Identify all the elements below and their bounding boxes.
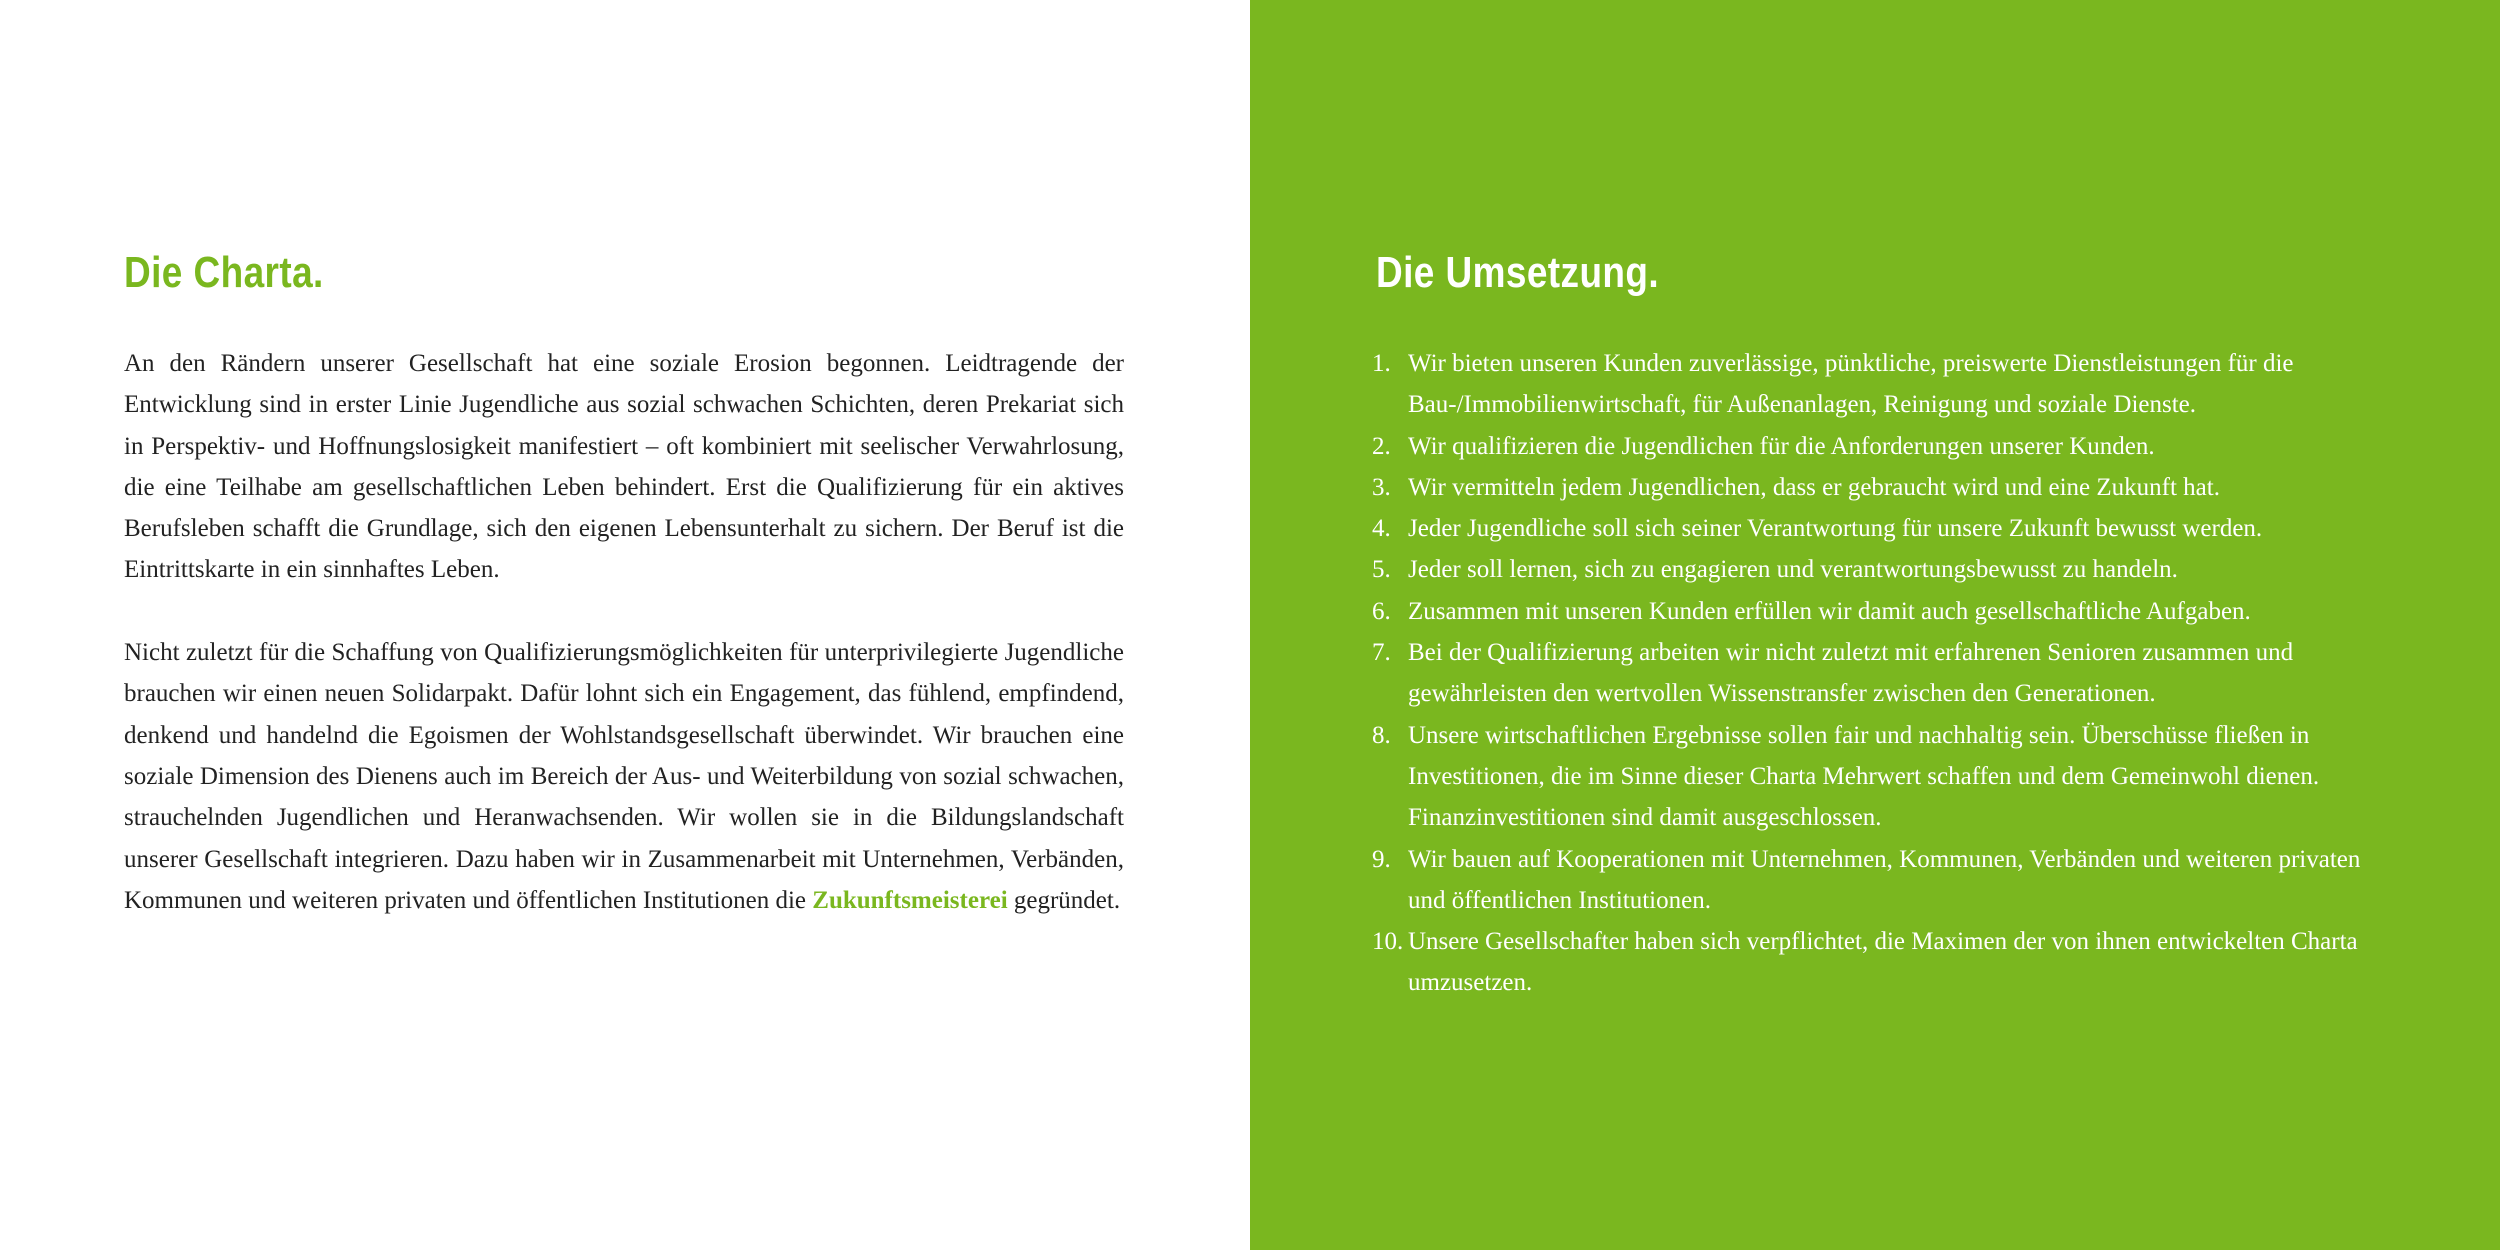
list-item-number: 8.: [1372, 721, 1391, 749]
umsetzung-list: [1372, 343, 2382, 1004]
list-item-number: 9.: [1372, 845, 1391, 873]
list-item: [1372, 715, 2382, 839]
list-item-number: 3.: [1372, 473, 1391, 501]
list-item-text: Unsere Gesellschafter haben sich verpflichtet, die Maximen der von ihnen entwickelten Charta umzusetzen.: [1408, 928, 2358, 997]
right-page: [1250, 0, 2500, 1250]
list-item-text: Zusammen mit unseren Kunden erfüllen wir damit auch gesellschaftliche Aufgaben.: [1408, 597, 2251, 625]
list-item-text: Wir qualifizieren die Jugendlichen für die Anforderungen unserer Kunden.: [1408, 432, 2155, 460]
list-item-number: 5.: [1372, 556, 1391, 584]
charta-body: [124, 343, 1124, 921]
charta-paragraph-2: [124, 632, 1124, 921]
zukunftsmeisterei-highlight: Zukunftsmeisterei: [812, 886, 1008, 914]
list-item: [1372, 426, 2382, 467]
list-item-number: 6.: [1372, 597, 1391, 625]
list-item: [1372, 591, 2382, 632]
list-item-number: 2.: [1372, 432, 1391, 460]
charta-heading: Die Charta.: [124, 248, 324, 297]
list-item: [1372, 467, 2382, 508]
list-item-text: Jeder Jugendliche soll sich seiner Verantwortung für unsere Zukunft bewusst werden.: [1408, 515, 2263, 543]
list-item: [1372, 839, 2382, 922]
list-item-text: Wir bauen auf Kooperationen mit Unternehmen, Kommunen, Verbänden und weiteren privaten und öffentlichen Institutionen.: [1408, 845, 2361, 914]
list-item-number: 1.: [1372, 350, 1391, 377]
list-item-number: 10.: [1372, 928, 1404, 956]
list-item-text: Bei der Qualifizierung arbeiten wir nicht zuletzt mit erfahrenen Senioren zusammen und gewährleisten den wertvollen Wissenstransfer zwischen den Generationen.: [1408, 639, 2294, 708]
charta-paragraph-2-end: gegründet.: [1013, 886, 1121, 914]
list-item: [1372, 632, 2382, 715]
list-item-number: 4.: [1372, 515, 1391, 543]
list-item-text: Wir vermitteln jedem Jugendlichen, dass er gebraucht wird und eine Zukunft hat.: [1408, 473, 2220, 501]
list-item-text: Wir bieten unseren Kunden zuverlässige, pünktliche, preiswerte Dienstleistungen für die Bau-/Immobilienwirtschaft, für Außenanlagen, Reinigung und soziale Dienste.: [1408, 350, 2294, 419]
list-item-text: Jeder soll lernen, sich zu engagieren und verantwortungsbewusst zu handeln.: [1408, 556, 2178, 584]
list-item: [1372, 508, 2382, 549]
list-item-text: Unsere wirtschaftlichen Ergebnisse sollen fair und nachhaltig sein. Überschüsse fließen in Investitionen, die im Sinne dieser Charta Mehrwert schaffen und dem Gemeinwohl dienen. Finanzinvestitionen sind damit ausgeschlossen.: [1408, 721, 2320, 832]
charta-paragraph-2-text: Nicht zuletzt für die Schaffung von Qualifizierungsmöglichkeiten für unterprivilegierte Jugendliche brauchen wir einen neuen Solidarpakt. Dafür lohnt sich ein Engagement, das fühlend, empfindend, denkend und handelnd die Egoismen der Wohlstandsgesellschaft überwindet. Wir brauchen eine soziale Dimension des Dienens auch im Bereich der Aus- und Weiterbildung von sozial schwachen, strauchelnden Jugendlichen und Heranwachsenden. Wir wollen sie in die Bildungslandschaft unserer Gesellschaft integrieren. Dazu haben wir in Zusammenarbeit mit Unternehmen, Verbänden, Kommunen und weiteren privaten und öffentlichen Institutionen die: [124, 639, 1124, 914]
list-item: [1372, 921, 2382, 1004]
list-item-number: 7.: [1372, 639, 1391, 667]
list-item: [1372, 549, 2382, 590]
list-item: [1372, 343, 2382, 426]
charta-paragraph-1: An den Rändern unserer Gesellschaft hat eine soziale Erosion begonnen. Leidtragende der Entwicklung sind in erster Linie Jugendliche aus sozial schwachen Schichten, deren Prekariat sich in Perspektiv- und Hoffnungslosigkeit manifestiert – oft kombiniert mit seelischer Verwahrlosung, die eine Teilhabe am gesellschaftlichen Leben behindert. Erst die Qualifizierung für ein aktives Berufsleben schafft die Grundlage, sich den eigenen Lebensunterhalt zu sichern. Der Beruf ist die Eintrittskarte in ein sinnhaftes Leben.: [124, 350, 1124, 584]
umsetzung-heading: Die Umsetzung.: [1376, 248, 1660, 297]
